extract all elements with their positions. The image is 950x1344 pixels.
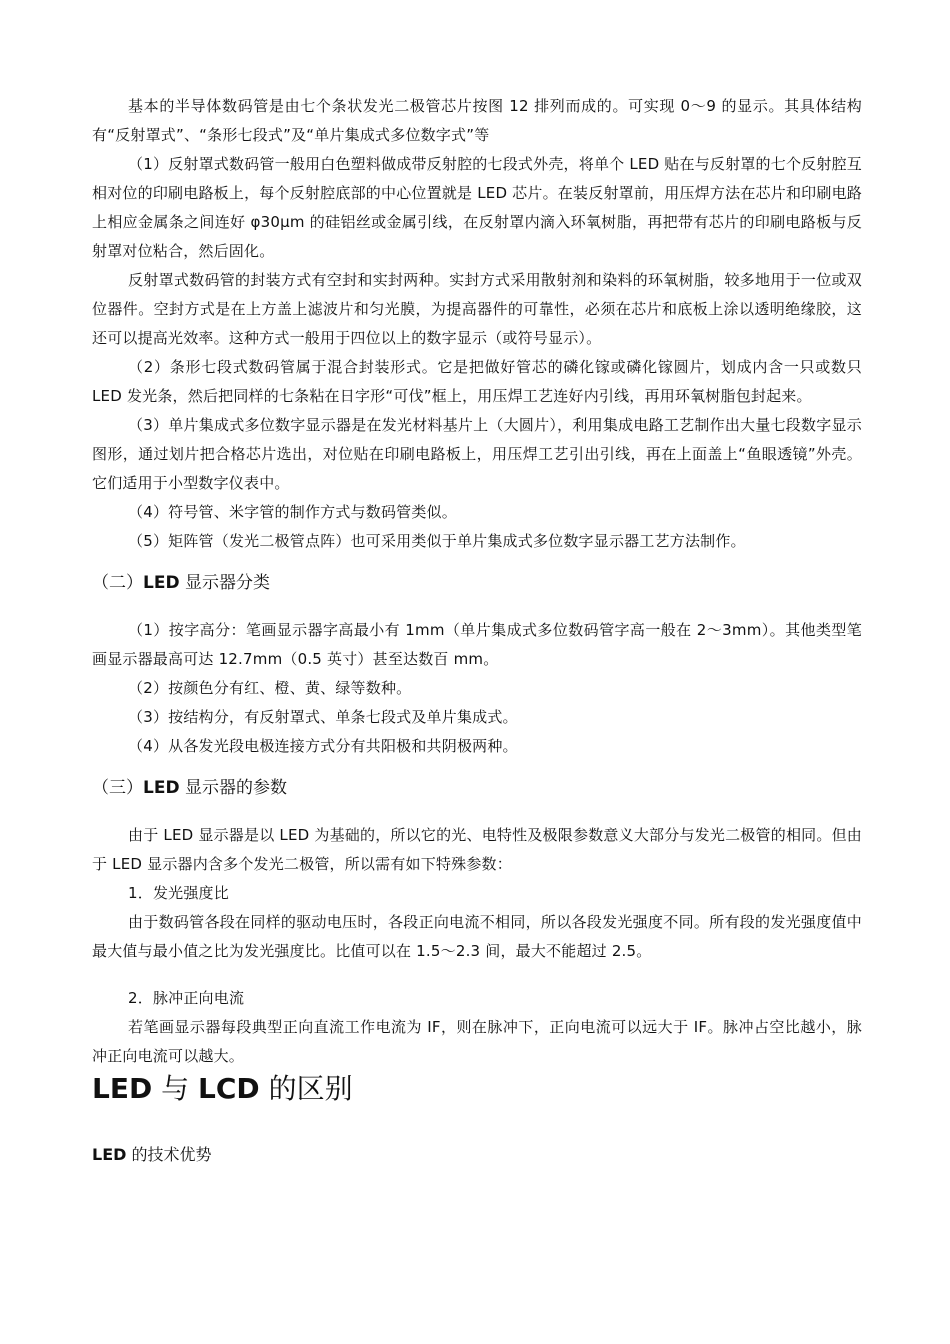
param-text-luminous-ratio: 由于数码管各段在同样的驱动电压时，各段正向电流不相同，所以各段发光强度不同。所有段的发光强度值中最大值与最小值之比为发光强度比。比值可以在 1.5～2.3 间，最大不能超过 2.5。: [92, 913, 862, 960]
section-heading-bold: LED: [143, 573, 180, 593]
packaging-paragraph: 反射罩式数码管的封装方式有空封和实封两种。实封方式采用散射剂和染料的环氧树脂，较多地用于一位或双位器件。空封方式是在上方盖上滤波片和匀光膜，为提高器件的可靠性，必须在芯片和底板上涂以透明绝缘胶，这还可以提高光效率。这种方式一般用于四位以上的数字显示（或符号显示）。: [92, 271, 862, 347]
section-heading-text: 显示器的参数: [179, 778, 287, 798]
title-bold-led: LED: [92, 1072, 153, 1105]
led-vs-lcd-title: [92, 1071, 862, 1107]
param-title-pulse-current: 2．脉冲正向电流: [128, 989, 245, 1007]
subhead-bold: LED: [92, 1145, 127, 1164]
section-heading-classification: [92, 568, 862, 598]
led-advantages-subheading: [92, 1141, 862, 1169]
classification-item: （2）按颜色分有红、橙、黄、绿等数种。: [128, 679, 412, 697]
monolithic-paragraph: （3）单片集成式多位数字显示器是在发光材料基片上（大圆片），利用集成电路工艺制作出大量七段数字显示图形，通过划片把合格芯片选出，对位贴在印刷电路板上，用压焊工艺引出引线，再在上面盖上“鱼眼透镜”外壳。它们适用于小型数字仪表中。: [92, 416, 862, 492]
title-bold-lcd: LCD: [198, 1072, 260, 1105]
parameters-intro: 由于 LED 显示器是以 LED 为基础的，所以它的光、电特性及极限参数意义大部分与发光二极管的相同。但由于 LED 显示器内含多个发光二极管，所以需有如下特殊参数：: [92, 826, 862, 873]
classification-item: （1）按字高分：笔画显示器字高最小有 1mm（单片集成式多位数码管字高一般在 2～3mm）。其他类型笔画显示器最高可达 12.7mm（0.5 英寸）甚至达数百 mm。: [92, 621, 862, 668]
symbol-tube-paragraph: （4）符号管、米字管的制作方式与数码管类似。: [128, 503, 457, 521]
intro-paragraph: 基本的半导体数码管是由七个条状发光二极管芯片按图 12 排列而成的。可实现 0～9 的显示。其具体结构有“反射罩式”、“条形七段式”及“单片集成式多位数字式”等: [92, 97, 862, 144]
section-heading-parameters: [92, 773, 862, 803]
section-heading-prefix: （二）: [92, 573, 143, 593]
document-body: [92, 92, 862, 1169]
reflector-paragraph: （1）反射罩式数码管一般用白色塑料做成带反射腔的七段式外壳，将单个 LED 贴在与反射罩的七个反射腔互相对位的印刷电路板上，每个反射腔底部的中心位置就是 LED 芯片。在装反射罩前，用压焊方法在芯片和印刷电路上相应金属条之间连好 φ30μm 的硅铝丝或金属引线，在反射罩内滴入环氧树脂，再把带有芯片的印刷电路板与反射罩对位粘合，然后固化。: [92, 155, 862, 260]
subhead-text: 的技术优势: [126, 1145, 212, 1164]
section-heading-bold: LED: [143, 778, 180, 798]
classification-item: （4）从各发光段电极连接方式分有共阳极和共阴极两种。: [128, 737, 518, 755]
section-heading-prefix: （三）: [92, 778, 143, 798]
bar-seven-segment-paragraph: （2）条形七段式数码管属于混合封装形式。它是把做好管芯的磷化镓或磷化镓圆片，划成内含一只或数只 LED 发光条，然后把同样的七条粘在日字形“可伐”框上，用压焊工艺连好内引线，再用环氧树脂包封起来。: [92, 358, 862, 405]
section-heading-text: 显示器分类: [179, 573, 270, 593]
title-rest: 的区别: [259, 1072, 353, 1105]
title-mid: 与: [152, 1072, 199, 1105]
param-text-pulse-current: 若笔画显示器每段典型正向直流工作电流为 IF，则在脉冲下，正向电流可以远大于 IF。脉冲占空比越小，脉冲正向电流可以越大。: [92, 1018, 862, 1065]
param-title-luminous-ratio: 1．发光强度比: [128, 884, 229, 902]
classification-item: （3）按结构分，有反射罩式、单条七段式及单片集成式。: [128, 708, 518, 726]
matrix-tube-paragraph: （5）矩阵管（发光二极管点阵）也可采用类似于单片集成式多位数字显示器工艺方法制作。: [128, 532, 746, 550]
